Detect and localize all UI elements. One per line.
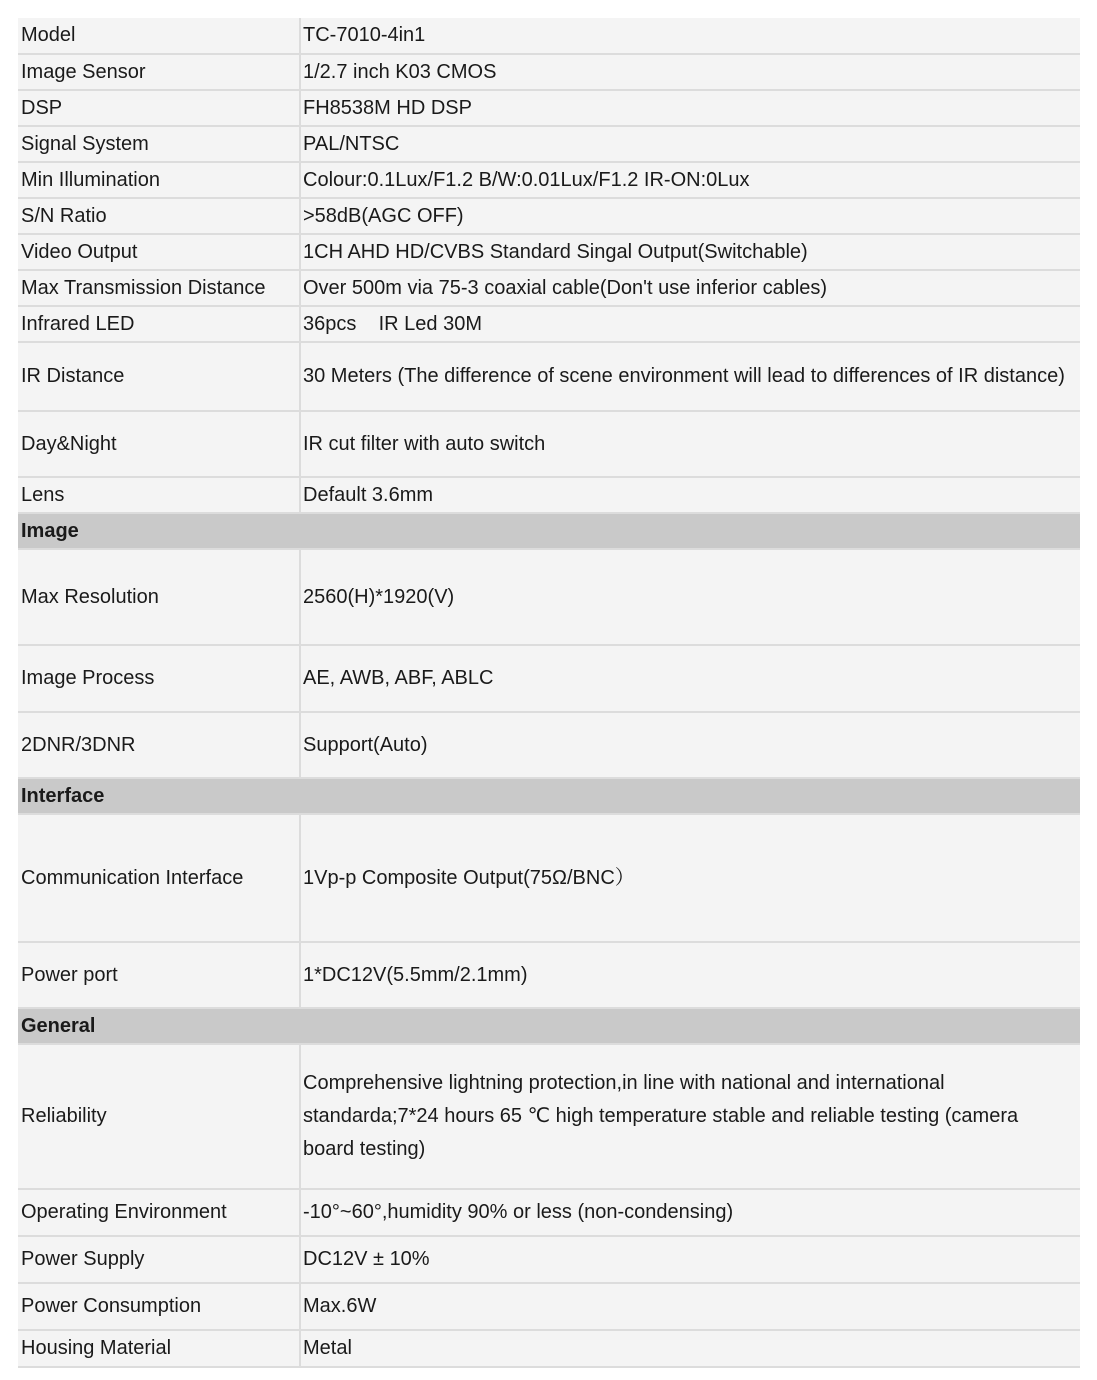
spec-value: 1CH AHD HD/CVBS Standard Singal Output(Switchable) xyxy=(301,235,1080,271)
spec-label: Signal System xyxy=(18,127,301,163)
spec-value: Metal xyxy=(301,1331,1080,1368)
spec-value: Comprehensive lightning protection,in line with national and international standarda;7*24 hours 65 ℃ high temperature stable and reliable testing (camera board testing) xyxy=(301,1045,1080,1190)
spec-row-video-output xyxy=(18,235,1080,271)
spec-value: Max.6W xyxy=(301,1284,1080,1331)
spec-value: Support(Auto) xyxy=(301,713,1080,779)
spec-label: Communication Interface xyxy=(18,815,301,943)
spec-row-ir-distance xyxy=(18,343,1080,412)
spec-value: -10°~60°,humidity 90% or less (non-condensing) xyxy=(301,1190,1080,1237)
spec-row-reliability xyxy=(18,1045,1080,1190)
spec-row-power-port xyxy=(18,943,1080,1009)
spec-value: 2560(H)*1920(V) xyxy=(301,550,1080,646)
spec-label: Day&Night xyxy=(18,412,301,478)
spec-row-housing-material xyxy=(18,1331,1080,1368)
spec-label: Min Illumination xyxy=(18,163,301,199)
section-title: General xyxy=(18,1009,1080,1045)
spec-label: Lens xyxy=(18,478,301,514)
spec-value: 30 Meters (The difference of scene environment will lead to differences of IR distance) xyxy=(301,343,1080,412)
spec-label: IR Distance xyxy=(18,343,301,412)
spec-value: Default 3.6mm xyxy=(301,478,1080,514)
spec-row-day-night xyxy=(18,412,1080,478)
spec-label: Housing Material xyxy=(18,1331,301,1368)
spec-row-lens xyxy=(18,478,1080,514)
spec-label: Power Supply xyxy=(18,1237,301,1284)
spec-value: Over 500m via 75-3 coaxial cable(Don't use inferior cables) xyxy=(301,271,1080,307)
spec-label: DSP xyxy=(18,91,301,127)
spec-row-max-resolution xyxy=(18,550,1080,646)
spec-label: 2DNR/3DNR xyxy=(18,713,301,779)
spec-value: >58dB(AGC OFF) xyxy=(301,199,1080,235)
spec-row-communication-interface xyxy=(18,815,1080,943)
spec-label: Video Output xyxy=(18,235,301,271)
spec-row-operating-environment xyxy=(18,1190,1080,1237)
spec-label: Max Transmission Distance xyxy=(18,271,301,307)
spec-table xyxy=(18,18,1080,1368)
spec-row-power-supply xyxy=(18,1237,1080,1284)
spec-label: S/N Ratio xyxy=(18,199,301,235)
spec-label: Image Sensor xyxy=(18,55,301,91)
spec-row-infrared-led xyxy=(18,307,1080,343)
spec-row-image-sensor xyxy=(18,55,1080,91)
spec-row-max-transmission xyxy=(18,271,1080,307)
section-title: Interface xyxy=(18,779,1080,815)
spec-value: 1Vp-p Composite Output(75Ω/BNC） xyxy=(301,815,1080,943)
spec-value: IR cut filter with auto switch xyxy=(301,412,1080,478)
spec-label: Infrared LED xyxy=(18,307,301,343)
spec-value: Colour:0.1Lux/F1.2 B/W:0.01Lux/F1.2 IR-ON:0Lux xyxy=(301,163,1080,199)
spec-row-model xyxy=(18,18,1080,55)
spec-label: Model xyxy=(18,18,301,55)
spec-label: Max Resolution xyxy=(18,550,301,646)
spec-row-image-process xyxy=(18,646,1080,713)
spec-row-dnr xyxy=(18,713,1080,779)
spec-label: Power port xyxy=(18,943,301,1009)
spec-label: Power Consumption xyxy=(18,1284,301,1331)
spec-value: 1/2.7 inch K03 CMOS xyxy=(301,55,1080,91)
spec-row-power-consumption xyxy=(18,1284,1080,1331)
section-title: Image xyxy=(18,514,1080,550)
spec-label: Operating Environment xyxy=(18,1190,301,1237)
section-header-image xyxy=(18,514,1080,550)
spec-value: TC-7010-4in1 xyxy=(301,18,1080,55)
spec-row-min-illumination xyxy=(18,163,1080,199)
spec-value: AE, AWB, ABF, ABLC xyxy=(301,646,1080,713)
spec-label: Image Process xyxy=(18,646,301,713)
spec-value: 36pcs IR Led 30M xyxy=(301,307,1080,343)
section-header-interface xyxy=(18,779,1080,815)
section-header-general xyxy=(18,1009,1080,1045)
spec-value: PAL/NTSC xyxy=(301,127,1080,163)
spec-row-signal-system xyxy=(18,127,1080,163)
spec-value: 1*DC12V(5.5mm/2.1mm) xyxy=(301,943,1080,1009)
spec-row-sn-ratio xyxy=(18,199,1080,235)
spec-value: DC12V ± 10% xyxy=(301,1237,1080,1284)
spec-row-dsp xyxy=(18,91,1080,127)
spec-value: FH8538M HD DSP xyxy=(301,91,1080,127)
spec-label: Reliability xyxy=(18,1045,301,1190)
